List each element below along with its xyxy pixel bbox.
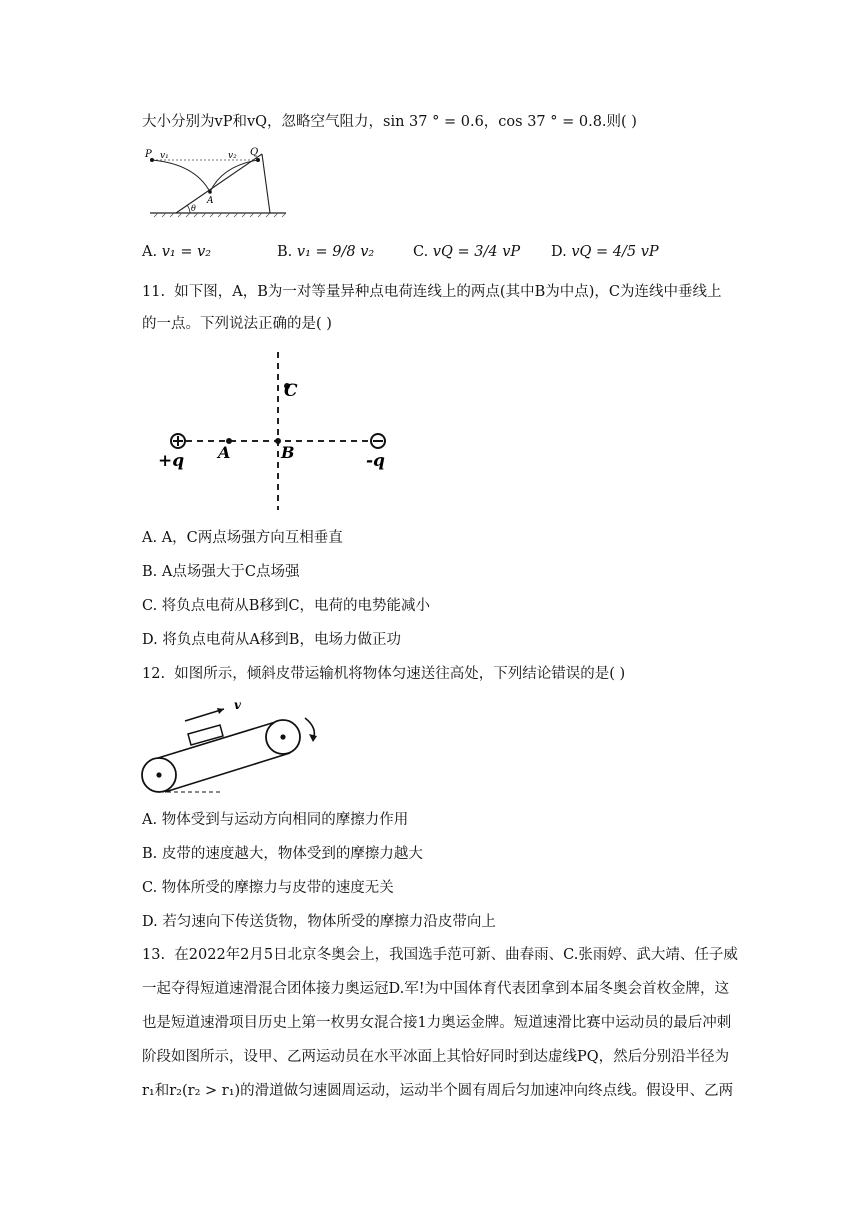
q11-number: 11. bbox=[142, 284, 166, 300]
label-A: A bbox=[207, 196, 214, 206]
q10-options bbox=[142, 242, 659, 262]
q12-stem: 12. 如图所示，倾斜皮带运输机将物体匀速送往高处，下列结论错误的是( ) bbox=[142, 666, 626, 682]
q11-option-b[interactable]: B. A点场强大于C点场强 bbox=[142, 564, 300, 580]
q10-tail-text: 大小分别为vP和vQ，忽略空气阻力，sin 37 ° = 0.6，cos 37 ° = 0.8.则( ) bbox=[142, 114, 637, 130]
q13-line-3: 也是短道速滑项目历史上第一枚男女混合接1力奥运金牌。短道速滑比赛中运动员的最后冲刺 bbox=[142, 1015, 732, 1031]
label-v1: v₁ bbox=[160, 151, 169, 161]
q11-charges-figure bbox=[150, 350, 400, 512]
q12-option-b[interactable]: B. 皮带的速度越大，物体受到的摩擦力越大 bbox=[142, 846, 423, 862]
q11-option-d[interactable]: D. 将负点电荷从A移到B，电场力做正功 bbox=[142, 632, 401, 648]
q11-option-a[interactable]: A. A，C两点场强方向互相垂直 bbox=[142, 530, 343, 546]
q12-option-d[interactable]: D. 若匀速向下传送货物，物体所受的摩擦力沿皮带向上 bbox=[142, 914, 496, 930]
q13-line-2: 一起夺得短道速滑混合团体接力奥运冠D.军!为中国体育代表团拿到本届冬奥会首枚金牌，这 bbox=[142, 981, 730, 997]
q11-stem-line2: 的一点。下列说法正确的是( ) bbox=[142, 316, 332, 332]
label-C: C bbox=[284, 381, 298, 401]
q13-line-5: r₁和r₂(r₂ > r₁)的滑道做匀速圆周运动，运动半个圆有周后匀加速冲向终点线。假设甲、乙两 bbox=[142, 1083, 734, 1099]
label-plus-q: +q bbox=[158, 451, 185, 471]
q10-option-d[interactable]: D. vQ = 4/5 vP bbox=[551, 244, 659, 260]
label-B: B bbox=[281, 443, 295, 462]
label-v: v bbox=[234, 698, 241, 712]
label-minus-q: -q bbox=[366, 451, 385, 471]
label-theta: θ bbox=[191, 204, 196, 213]
q10-option-c[interactable]: C. vQ = 3/4 vP bbox=[413, 244, 521, 260]
q12-option-c[interactable]: C. 物体所受的摩擦力与皮带的速度无关 bbox=[142, 880, 394, 896]
q10-option-a[interactable]: A. v₁ = v₂ bbox=[142, 244, 212, 260]
q10-option-b[interactable]: B. v₁ = 9/8 v₂ bbox=[277, 244, 375, 260]
q12-conveyor-figure bbox=[140, 696, 330, 798]
q13-line-4: 阶段如图所示，设甲、乙两运动员在水平冰面上其恰好同时到达虚线PQ，然后分别沿半径为 bbox=[142, 1049, 730, 1065]
q13-line-1: 13. 在2022年2月5日北京冬奥会上，我国选手范可新、曲春雨、C.张雨婷、武大靖、任子威 bbox=[142, 947, 738, 963]
label-Q: Q bbox=[250, 147, 259, 158]
label-v2: v₂ bbox=[228, 151, 237, 161]
q11-option-c[interactable]: C. 将负点电荷从B移到C，电荷的电势能减小 bbox=[142, 598, 431, 614]
q12-option-a[interactable]: A. 物体受到与运动方向相同的摩擦力作用 bbox=[142, 812, 409, 828]
q13-number: 13. bbox=[142, 947, 166, 963]
q10-projectile-figure bbox=[140, 144, 290, 220]
q12-number: 12. bbox=[142, 666, 166, 682]
q11-stem-line1: 11. 如下图，A，B为一对等量异种点电荷连线上的两点(其中B为中点)，C为连线中垂线上 bbox=[142, 284, 722, 300]
label-P: P bbox=[145, 149, 152, 160]
label-A: A bbox=[218, 443, 231, 462]
